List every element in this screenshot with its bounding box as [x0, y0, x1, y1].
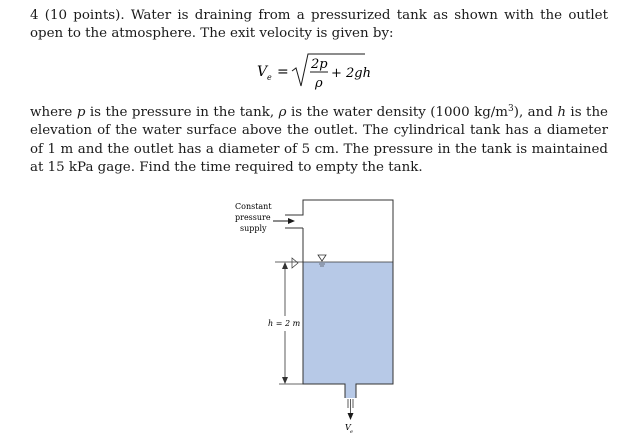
var-p: p [76, 105, 86, 120]
where-text-a: where [30, 105, 77, 120]
exit-velocity-label: V [345, 423, 351, 432]
formula-denominator: ρ [315, 76, 323, 91]
height-label: h = 2 m [268, 319, 301, 328]
supply-arrow-icon [288, 218, 295, 224]
height-arrow-down-icon [282, 377, 288, 384]
formula-equals: = [277, 64, 289, 80]
var-h: h [557, 105, 566, 120]
where-text-b: is the pressure in the tank, [85, 105, 279, 120]
var-rho: ρ [278, 105, 287, 120]
formula-numerator: 2p [311, 57, 328, 72]
where-text-e: is the elevation of the water surface above the outlet. The cylindrical tank has a diameter of 1 m and the outlet has a diameter of 5 cm. The pressure in the tank is maintained at 15 kPa gage. Find the time required to empty the tank. [30, 105, 608, 176]
supply-label-line-1: Constant [235, 202, 272, 211]
supply-label-line-2: pressure [235, 213, 271, 222]
water-body [303, 262, 393, 398]
where-text-c: is the water density (1000 kg/m [286, 105, 508, 120]
formula-plus-term: + 2gh [331, 66, 371, 81]
superscript-3: 3 [507, 104, 514, 114]
height-arrow-up-icon [282, 262, 288, 269]
exit-velocity-subscript: e [350, 429, 353, 435]
outflow-arrow-icon [348, 413, 354, 420]
level-marker-icon [292, 258, 298, 268]
supply-label-line-3: supply [240, 224, 267, 233]
formula-lhs-subscript: e [267, 73, 272, 82]
problem-intro: 4 (10 points). Water is draining from a pressurized tank as shown with the outlet open to the atmosphere. The exit velocity is given by: [30, 8, 608, 42]
free-surface-icon [318, 255, 326, 261]
where-text-d: ), and [513, 105, 558, 120]
formula-lhs-v: V [257, 64, 268, 80]
